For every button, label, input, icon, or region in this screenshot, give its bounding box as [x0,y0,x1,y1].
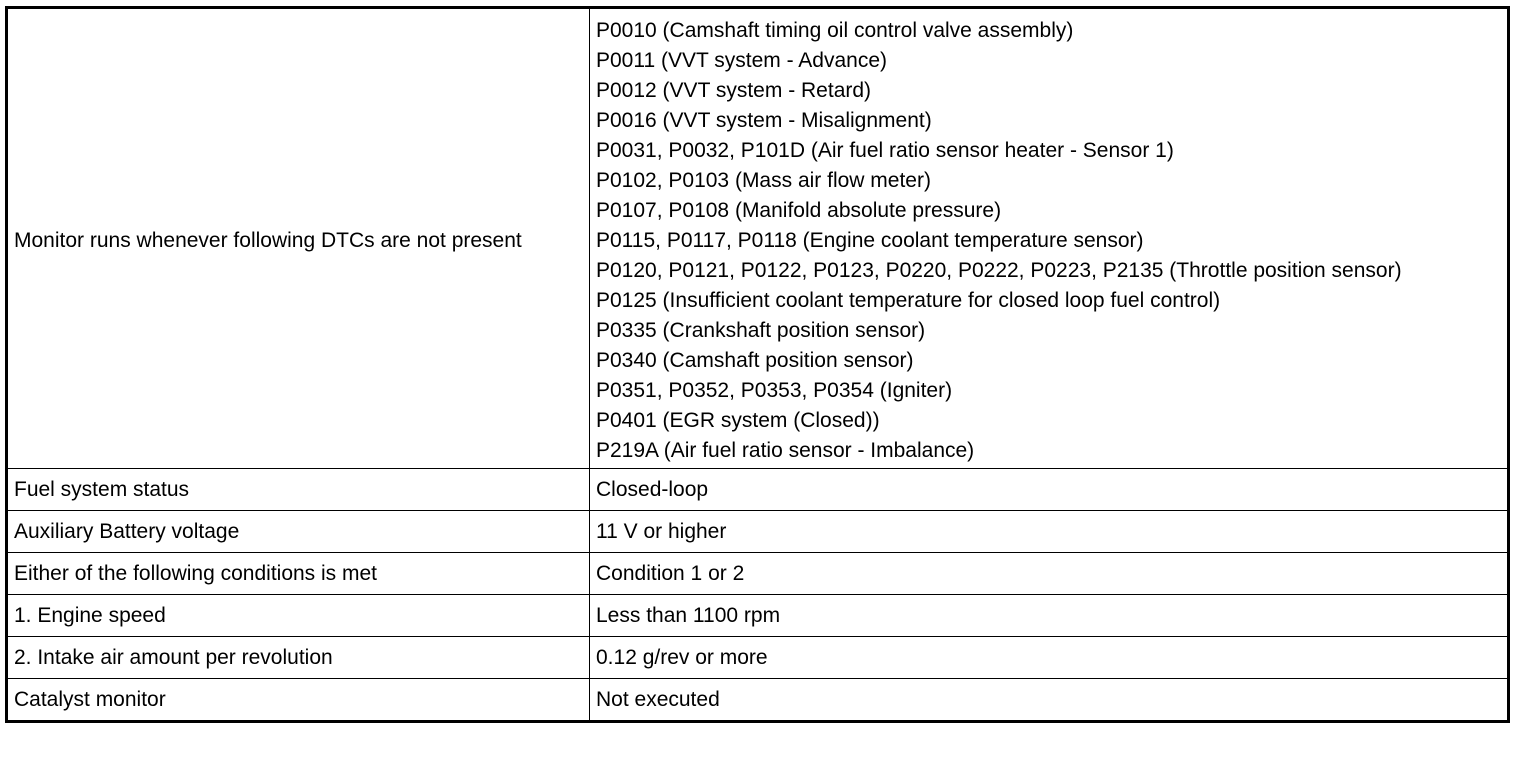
condition-value: Condition 1 or 2 [590,553,1509,595]
condition-value: 0.12 g/rev or more [590,637,1509,679]
dtc-item: P0340 (Camshaft position sensor) [596,349,914,372]
table-row [7,637,1509,679]
dtc-item: P0016 (VVT system - Misalignment) [596,109,932,132]
dtc-item: P0115, P0117, P0118 (Engine coolant temperature sensor) [596,229,1144,252]
table-row [7,469,1509,511]
dtc-item: P0351, P0352, P0353, P0354 (Igniter) [596,379,953,402]
dtc-item: P0031, P0032, P101D (Air fuel ratio sensor heater - Sensor 1) [596,139,1174,162]
dtc-item: P0120, P0121, P0122, P0123, P0220, P0222, P0223, P2135 (Throttle position sensor) [596,259,1402,282]
dtc-item: P0012 (VVT system - Retard) [596,79,872,102]
conditions-table [5,6,1510,723]
table-row [7,511,1509,553]
dtc-item: P0102, P0103 (Mass air flow meter) [596,169,931,192]
condition-label: Fuel system status [7,469,590,511]
condition-label: 2. Intake air amount per revolution [7,637,590,679]
dtc-list-cell [590,8,1509,469]
dtc-item: P219A (Air fuel ratio sensor - Imbalance) [596,439,975,462]
dtc-item: P0125 (Insufficient coolant temperature for closed loop fuel control) [596,289,1221,312]
condition-label: Either of the following conditions is met [7,553,590,595]
condition-value: Not executed [590,679,1509,722]
condition-value: 11 V or higher [590,511,1509,553]
condition-value: Less than 1100 rpm [590,595,1509,637]
condition-value: Closed-loop [590,469,1509,511]
dtc-item: P0010 (Camshaft timing oil control valve assembly) [596,19,1074,42]
table-row [7,553,1509,595]
dtc-item: P0011 (VVT system - Advance) [596,49,888,72]
condition-label: Auxiliary Battery voltage [7,511,590,553]
dtc-item: P0401 (EGR system (Closed)) [596,409,880,432]
table-row-dtc-conditions [7,8,1509,469]
condition-label: Catalyst monitor [7,679,590,722]
dtc-item: P0107, P0108 (Manifold absolute pressure) [596,199,1002,222]
table-row [7,679,1509,722]
dtc-list [596,16,1501,466]
table-row [7,595,1509,637]
condition-label: 1. Engine speed [7,595,590,637]
dtc-item: P0335 (Crankshaft position sensor) [596,319,926,342]
condition-label: Monitor runs whenever following DTCs are not present [7,8,590,469]
